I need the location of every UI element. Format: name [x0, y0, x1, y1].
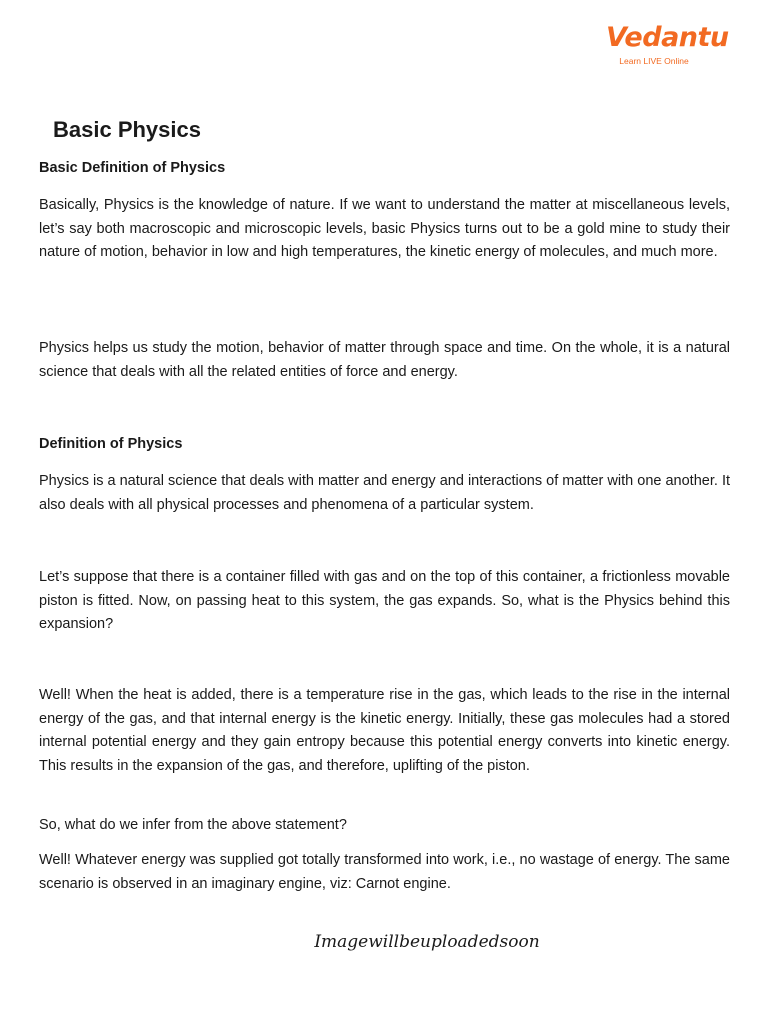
- paragraph-motion: Physics helps us study the motion, behavior of matter through space and time. On the whole, it is a natural science that deals with all the related entities of force and energy.: [39, 340, 730, 380]
- brand-name: Vedantu: [606, 22, 729, 53]
- section-heading-definition: Definition of Physics: [39, 436, 183, 452]
- page-title: Basic Physics: [53, 117, 201, 142]
- paragraph-definition: Physics is a natural science that deals with matter and energy and interactions of matter with one another. It also deals with all physical processes and phenomena of a particular system.: [39, 473, 730, 513]
- section-heading-basic-definition: Basic Definition of Physics: [39, 160, 226, 176]
- paragraph-heat-explanation: Well! When the heat is added, there is a temperature rise in the gas, which leads to the rise in the internal energy of the gas, and that internal energy is the kinetic energy. Initially, these gas molecules had a stored internal potential energy and they gain entropy because this potential energy converts into kinetic energy. This results in the expansion of the gas, and therefore, uplifting of the piston.: [39, 687, 730, 774]
- paragraph-container-example: Let’s suppose that there is a container filled with gas and on the top of this container, a frictionless movable piston is fitted. Now, on passing heat to this system, the gas expands. So, what is the Physics behind this expansion?: [39, 569, 730, 632]
- brand-logo: [606, 22, 729, 67]
- paragraph-conclusion: Well! Whatever energy was supplied got totally transformed into work, i.e., no wastage of energy. The same scenario is observed in an imaginary engine, viz: Carnot engine.: [39, 852, 730, 892]
- image-placeholder-text: Imagewillbeuploadedsoon: [314, 932, 540, 952]
- paragraph-question: So, what do we infer from the above statement?: [39, 817, 347, 833]
- brand-tagline: Learn LIVE Online: [619, 56, 689, 66]
- paragraph-intro: Basically, Physics is the knowledge of nature. If we want to understand the matter at miscellaneous levels, let’s say both macroscopic and microscopic levels, basic Physics turns out to be a gold mine to study their nature of motion, behavior in low and high temperatures, the kinetic energy of molecules, and much more.: [39, 197, 730, 260]
